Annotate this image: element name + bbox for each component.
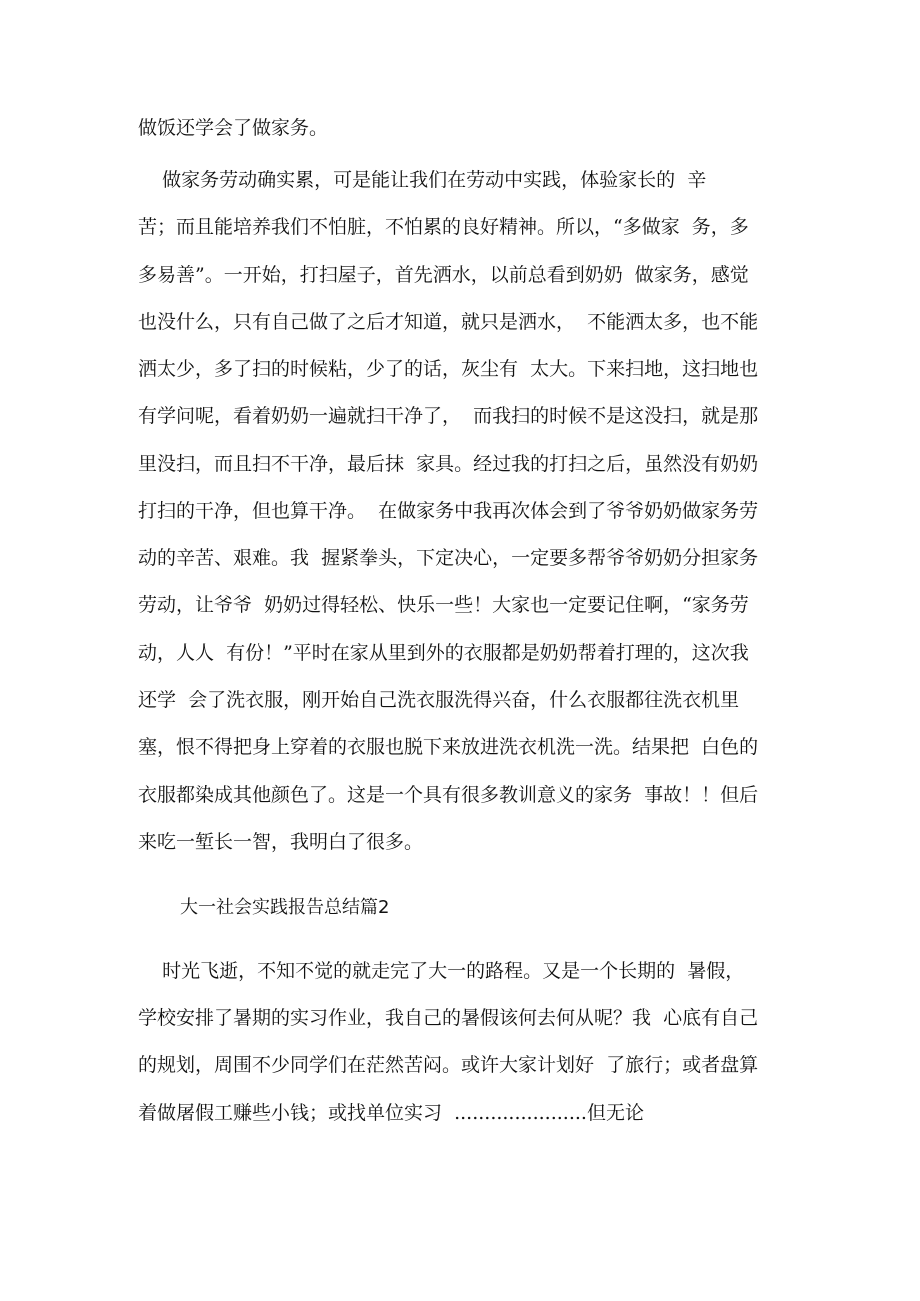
text-line: 也没什么，只有自己做了之后才知道，就只是洒水， 不能洒太多，也不能 [138,311,759,333]
text-line: 时光飞逝，不知不觉的就走完了大一的路程。又是一个长期的 暑假， [138,960,745,982]
text-line: 里没扫，而且扫不干净，最后抹 家具。经过我的打扫之后，虽然没有奶奶 [138,453,759,475]
text-line: 的规划，周围不少同学们在茫然苦闷。或许大家计划好 了旅行；或者盘算 [138,1054,759,1076]
text-line: 多易善”。一开始，打扫屋子，首先洒水，以前总看到奶奶 做家务，感觉 [138,264,749,286]
text-line: 苦；而且能培养我们不怕脏，不怕累的良好精神。所以，“多做家 务，多 [138,216,749,238]
text-line: 有学问呢，看着奶奶一遍就扫干净了， 而我扫的时候不是这没扫，就是那 [138,405,759,427]
text-line: 劳动，让爷爷 奶奶过得轻松、快乐一些！大家也一定要记住啊，“家务劳 [138,594,749,616]
text-line: 打扫的干净，但也算干净。 在做家务中我再次体会到了爷爷奶奶做家务劳 [138,500,759,522]
text-line: 衣服都染成其他颜色了。这是一个具有很多教训意义的家务 事故！！但后 [138,784,759,806]
text-line: 塞，恨不得把身上穿着的衣服也脱下来放进洗衣机洗一洗。结果把 白色的 [138,736,759,758]
text-line: 还学 会了洗衣服，刚开始自己洗衣服洗得兴奋，什么衣服都往洗衣机里 [138,689,740,711]
text-line: 洒太少，多了扫的时候粘，少了的话，灰尘有 太大。下来扫地，这扫地也 [138,358,759,380]
section-heading: 大一社会实践报告总结篇2 [180,897,390,918]
text-line: 学校安排了暑期的实习作业，我自己的暑假该何去何从呢？我 心底有自己 [138,1007,759,1029]
text-line: 来吃一堑长一智，我明白了很多。 [138,831,424,853]
text-line: 做家务劳动确实累，可是能让我们在劳动中实践，体验家长的 辛 [138,169,707,191]
text-line: 动的辛苦、艰难。我 握紧拳头，下定决心，一定要多帮爷爷奶奶分担家务 [138,547,759,569]
text-line: 动，人人 有份！”平时在家从里到外的衣服都是奶奶帮着打理的，这次我 [138,642,749,664]
text-line: 做饭还学会了做家务。 [138,117,329,139]
text-line: 着做屠假工赚些小钱；或找单位实习 ......................但无论 [138,1102,644,1124]
